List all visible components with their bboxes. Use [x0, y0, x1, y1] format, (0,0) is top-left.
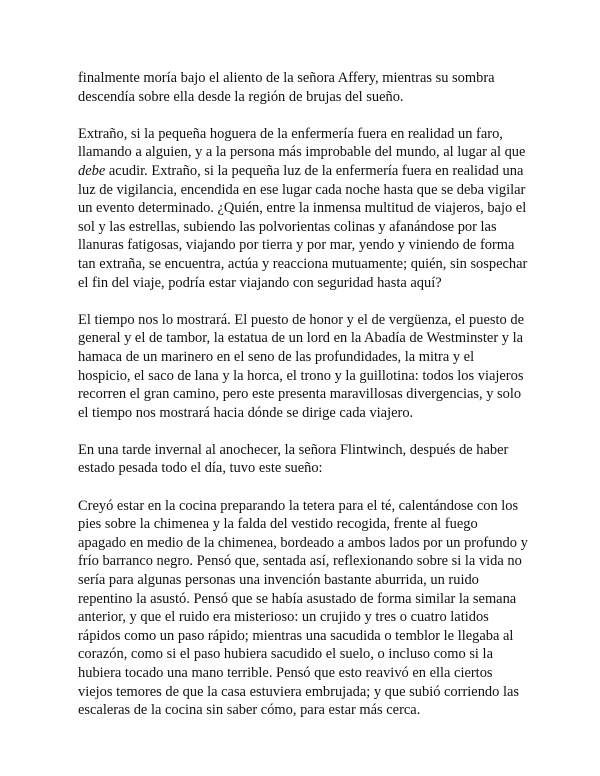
- paragraph-4-text: En una tarde invernal al anochecer, la señora Flintwinch, después de haber estado pesada todo el día, tuvo este sueño:: [78, 441, 509, 477]
- paragraph-5: [78, 497, 528, 720]
- paragraph-3-text: El tiempo nos lo mostrará. El puesto de honor y el de vergüenza, el puesto de general y el de tambor, la estatua de un lord en la Abadía de Westminster y la hamaca de un marinero en el seno de las profundidades, la mitra y el hospicio, el saco de lana y la horca, el trono y la guillotina: todos los viajeros recorren el gran camino, pero este presenta maravillosas divergencias, y solo el tiempo nos mostrará hacia dónde se dirige cada viajero.: [78, 311, 524, 421]
- paragraph-2-text-end: acudir. Extraño, si la pequeña luz de la enfermería fuera en realidad una luz de vigilancia, encendida en ese lugar cada noche hasta que se deba vigilar un evento determinado. ¿Quién, entre la inmensa multitud de viajeros, bajo el sol y las estrellas, subiendo las polvorientas colinas y afanándose por las llanuras fatigosas, viajando por tierra y por mar, yendo y viniendo de forma tan extraña, se encuentra, actúa y reacciona mutuamente; quién, sin sospechar el fin del viaje, podría estar viajando con seguridad hasta aquí?: [78, 162, 528, 291]
- paragraph-2-text-start: Extraño, si la pequeña hoguera de la enfermería fuera en realidad un faro, llamando a alguien, y a la persona más improbable del mundo, al lugar al que: [78, 125, 526, 161]
- paragraph-1: [78, 69, 528, 106]
- emphasized-word: debe: [78, 162, 106, 179]
- paragraph-5-text: Creyó estar en la cocina preparando la tetera para el té, calentándose con los pies sobre la chimenea y la falda del vestido recogida, frente al fuego apagado en medio de la chimenea, bordeado a ambos lados por un profundo y frío barranco negro. Pensó que, sentada así, reflexionando sobre si la vida no sería para algunas personas una invención bastante aburrida, un ruido repentino la asustó. Pensó que se había asustado de forma similar la semana anterior, y que el ruido era misterioso: un crujido y tres o cuatro latidos rápidos como un paso rápido; mientras una sacudida o temblor le llegaba al corazón, como si el paso hubiera sacudido el suelo, o incluso como si la hubiera tocado una mano terrible. Pensó que esto reavivó en ella ciertos viejos temores de que la casa estuviera embrujada; y que subió corriendo las escaleras de la cocina sin saber cómo, para estar más cerca.: [78, 497, 528, 719]
- paragraph-1-text: finalmente moría bajo el aliento de la señora Affery, mientras su sombra descendía sobre ella desde la región de brujas del sueño.: [78, 70, 495, 105]
- body-text: [78, 69, 528, 720]
- paragraph-3: [78, 311, 528, 423]
- paragraph-4: [78, 441, 528, 478]
- paragraph-2: [78, 125, 528, 292]
